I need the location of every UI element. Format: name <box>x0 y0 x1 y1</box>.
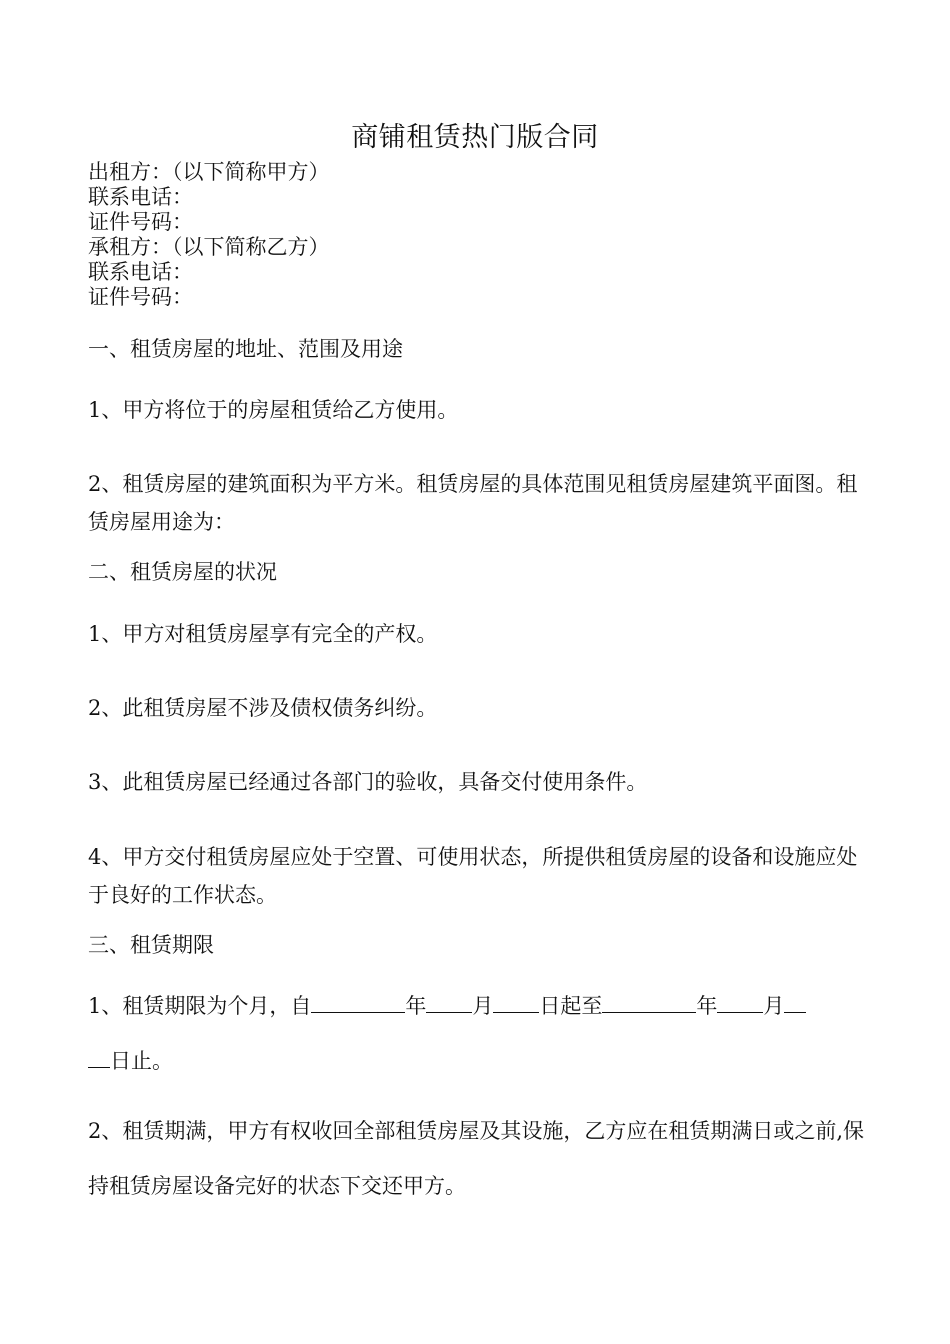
start-day-blank[interactable] <box>493 990 539 1013</box>
section-3-heading: 三、租赁期限 <box>88 933 214 957</box>
section-3-paragraph-1 <box>88 979 868 1089</box>
end-month-blank[interactable] <box>717 990 763 1013</box>
end-month-label: 月 <box>763 994 785 1018</box>
lessor-phone-line: 联系电话： <box>88 185 193 209</box>
section-2-paragraph-2: 2、此租赁房屋不涉及债权债务纠纷。 <box>88 696 438 720</box>
end-year-label: 年 <box>696 994 718 1018</box>
start-month-blank[interactable] <box>426 990 472 1013</box>
start-month-label: 月 <box>472 994 494 1018</box>
section-1-paragraph-2: 2、租赁房屋的建筑面积为平方米。租赁房屋的具体范围见租赁房屋建筑平面图。租赁房屋用途为： <box>88 472 858 534</box>
start-year-blank[interactable] <box>311 990 405 1013</box>
lessor-line: 出租方：（以下简称甲方） <box>88 160 330 184</box>
parties-block <box>88 160 330 310</box>
lessee-id-line: 证件号码： <box>88 285 193 309</box>
section-2-heading: 二、租赁房屋的状况 <box>88 560 277 584</box>
section-1-paragraph-1: 1、甲方将位于的房屋租赁给乙方使用。 <box>88 398 459 422</box>
document-title: 商铺租赁热门版合同 <box>351 122 599 153</box>
lessee-line: 承租方：（以下简称乙方） <box>88 235 330 259</box>
section-2-paragraph-3: 3、此租赁房屋已经通过各部门的验收，具备交付使用条件。 <box>88 770 648 794</box>
start-year-label: 年 <box>405 994 427 1018</box>
term-lead-text: 1、租赁期限为个月，自 <box>88 994 312 1018</box>
lessee-phone-line: 联系电话： <box>88 260 193 284</box>
section-2-paragraph-4: 4、甲方交付租赁房屋应处于空置、可使用状态，所提供租赁房屋的设备和设施应处于良好的工作状态。 <box>88 845 858 907</box>
section-2-paragraph-1: 1、甲方对租赁房屋享有完全的产权。 <box>88 622 438 646</box>
end-day-blank-part-2[interactable] <box>88 1045 110 1068</box>
end-year-blank[interactable] <box>602 990 696 1013</box>
end-day-label: 日止。 <box>110 1049 173 1073</box>
end-day-blank-part-1[interactable] <box>784 990 806 1013</box>
lessor-id-line: 证件号码： <box>88 210 193 234</box>
section-3-paragraph-2: 2、租赁期满，甲方有权收回全部租赁房屋及其设施，乙方应在租赁期满日或之前,保持租赁房屋设备完好的状态下交还甲方。 <box>88 1119 865 1198</box>
section-1-heading: 一、租赁房屋的地址、范围及用途 <box>88 337 403 361</box>
start-day-label: 日起至 <box>539 994 603 1018</box>
